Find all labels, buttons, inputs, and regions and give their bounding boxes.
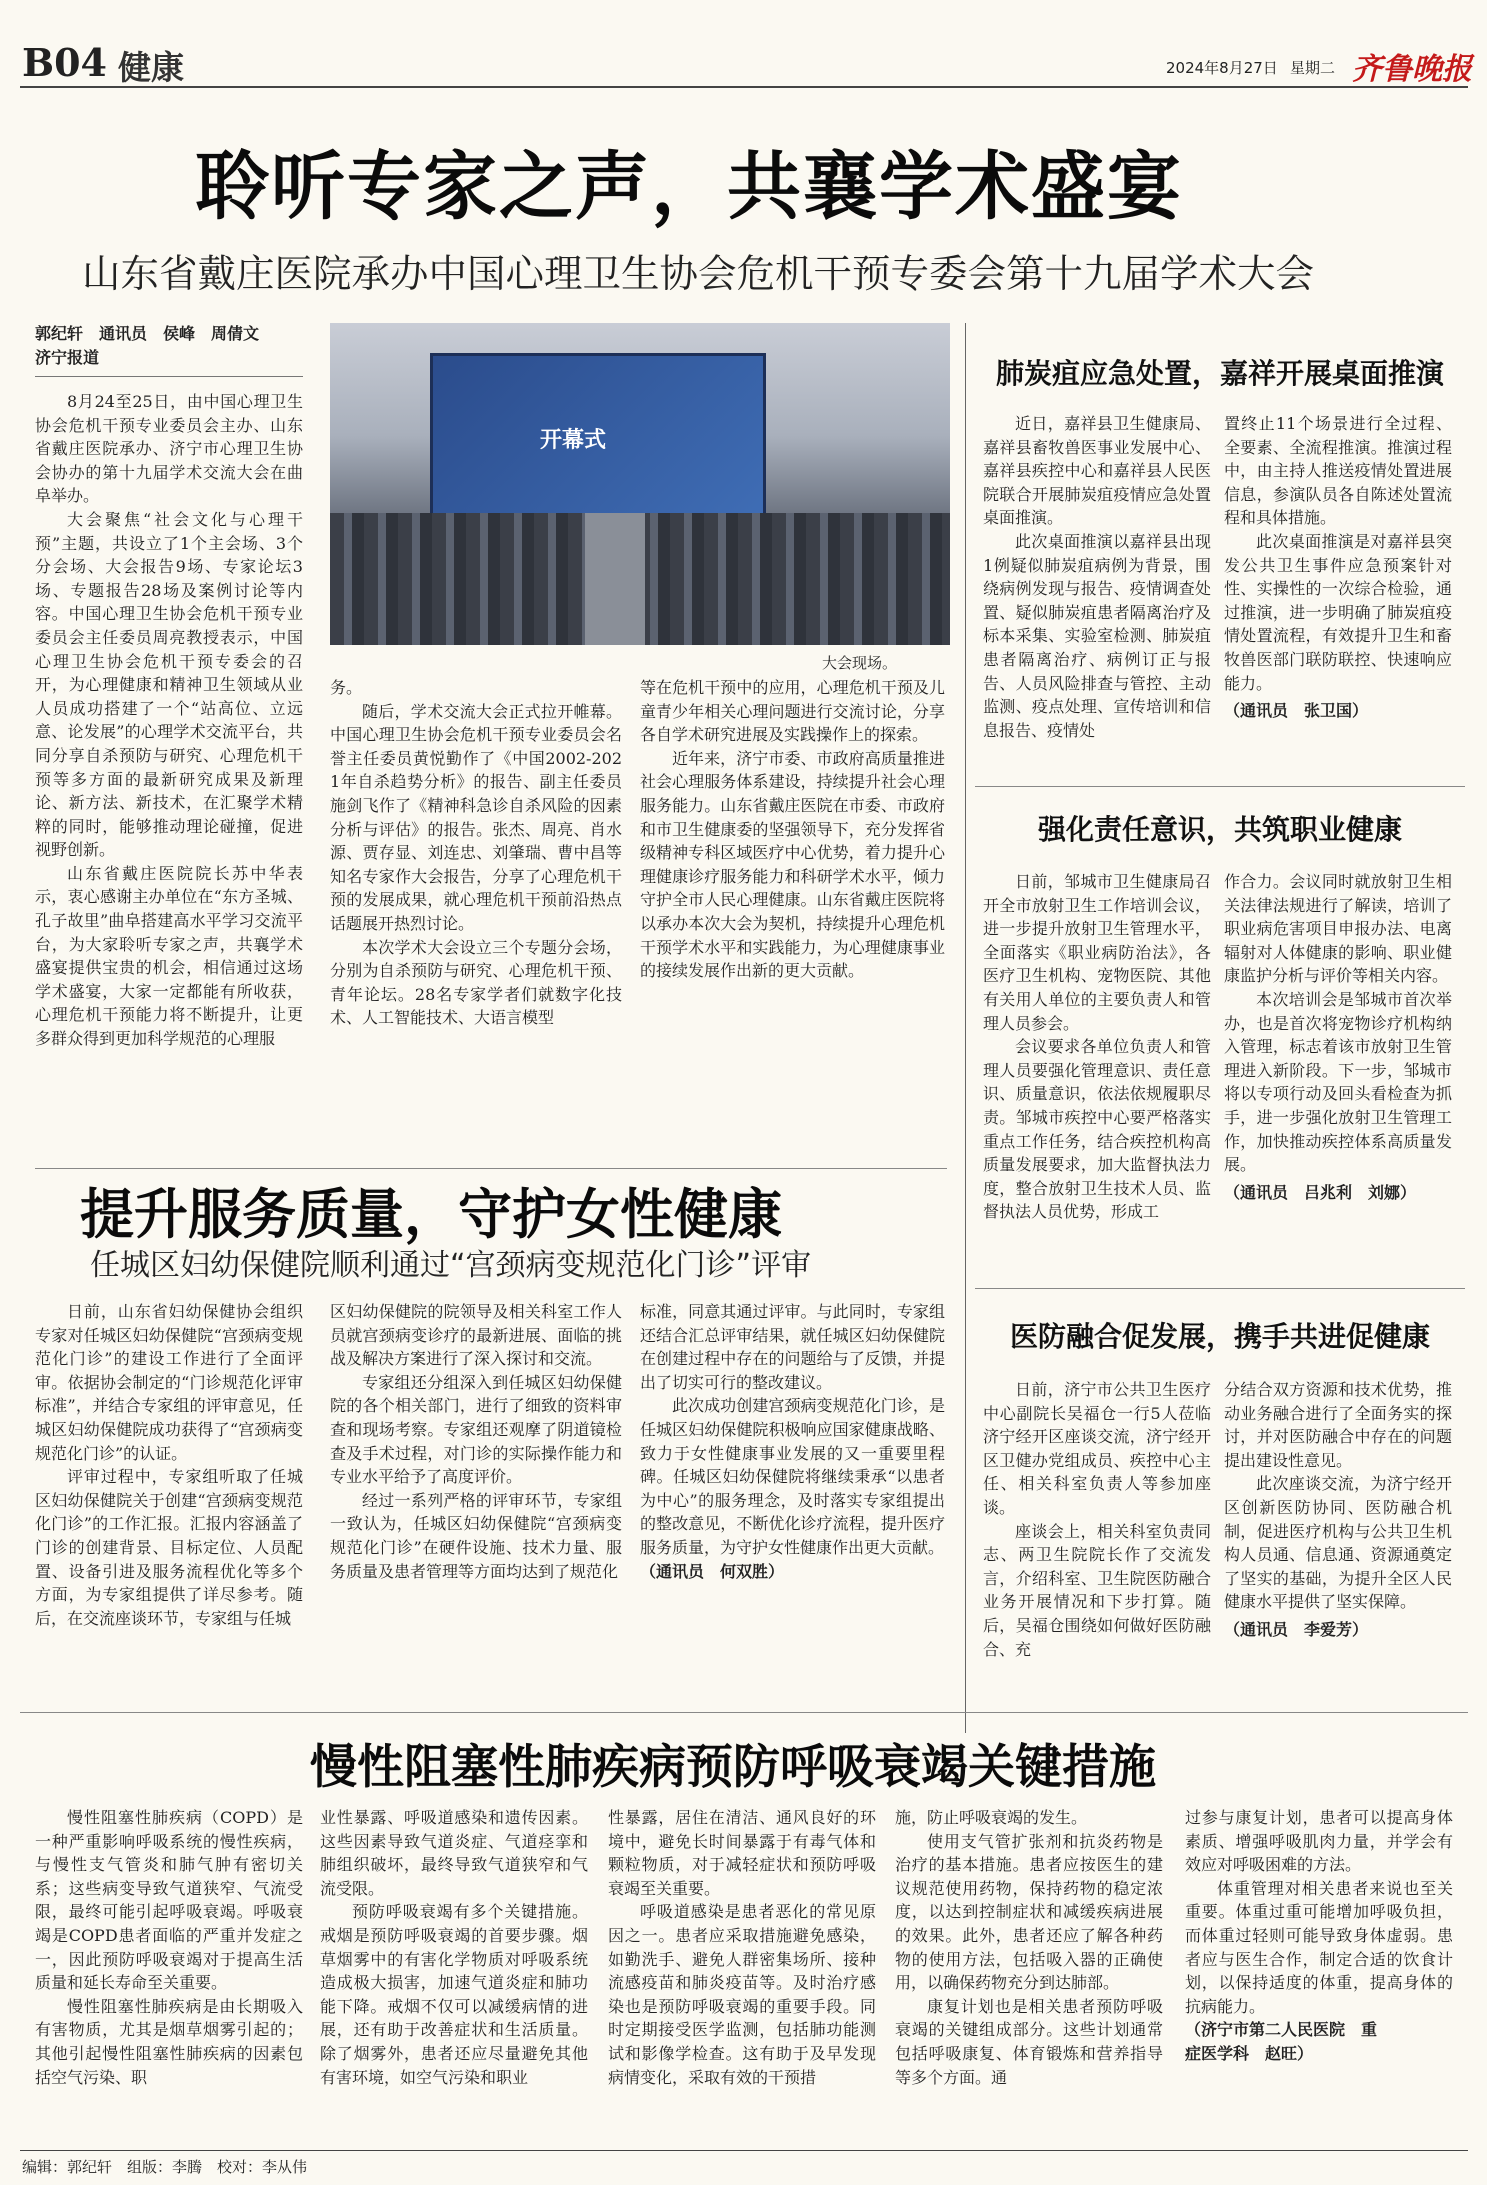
byline-authors: 郭纪轩 通讯员 侯峰 周倩文 bbox=[35, 324, 260, 343]
r1-title: 肺炭疽应急处置，嘉祥开展桌面推演 bbox=[995, 357, 1444, 390]
r1-paragraph: 近日，嘉祥县卫生健康局、嘉祥县畜牧兽医事业发展中心、嘉祥县疾控中心和嘉祥县人民医院联合开展肺炭疽疫情应急处置桌面推演。 bbox=[983, 414, 1211, 528]
issue-date: 2024年8月27日 bbox=[1166, 59, 1278, 77]
r3-paragraph: 座谈会上，相关科室负责同志、两卫生院院长作了交流发言，介绍科室、卫生院医防融合业务开展情况和下步打算。随后，吴福仓围绕如何做好医防融合、充 bbox=[983, 1521, 1211, 1659]
copd-column-3 bbox=[608, 1806, 876, 2144]
r1-column-a bbox=[983, 412, 1211, 772]
copd-paragraph: 康复计划也是相关患者预防呼吸衰竭的关键组成部分。这些计划通常包括呼吸康复、体育锻炼和营养指导等多个方面。通 bbox=[895, 1996, 1163, 2087]
women-paragraph: 此次成功创建宫颈病变规范化门诊，是任城区妇幼保健院积极响应国家健康战略、致力于女性健康事业发展的又一重要里程碑。任城区妇幼保健院将继续秉承“以患者为中心”的服务理念，及时落实专家组提出的整改意见，不断优化诊疗流程，提升医疗服务质量，为守护女性健康作出更大贡献。 bbox=[640, 1396, 945, 1557]
lead-column-1 bbox=[35, 390, 303, 1160]
women-title: 提升服务质量，守护女性健康 bbox=[80, 1182, 782, 1246]
r3-title: 医防融合促发展，携手共进促健康 bbox=[1009, 1320, 1430, 1353]
r2-bottom-rule bbox=[975, 1288, 1465, 1289]
copd-paragraph: 呼吸道感染是患者恶化的常见原因之一。患者应采取措施避免感染，如勤洗手、避免人群密集场所、接种流感疫苗和肺炎疫苗等。及时治疗感染也是预防呼吸衰竭的重要手段。同时定期接受医学监测，包括肺功能测试和影像学检查。这有助于及早发现病情变化，采取有效的干预措 bbox=[608, 1902, 876, 2087]
page-code: B04 bbox=[22, 40, 107, 85]
r1-paragraph: 此次桌面推演是对嘉祥县突发公共卫生事件应急预案针对性、实操性的一次综合检验，通过推演，进一步明确了肺炭疽疫情处置流程，有效提升卫生和畜牧兽医部门联防联控、快速响应能力。 bbox=[1224, 531, 1452, 693]
r3-credit: （通讯员 李爱芳） bbox=[1224, 1619, 1369, 1639]
photo-caption: 大会现场。 bbox=[822, 654, 898, 672]
lead-paragraph: 随后，学术交流大会正式拉开帷幕。中国心理卫生协会危机干预专业委员会名誉主任委员黄悦勤作了《中国2002-2021年自杀趋势分析》的报告、副主任委员施剑飞作了《精神科急诊自杀风险的因素分析与评估》的报告。张杰、周亮、肖水源、贾存显、刘连忠、刘肇瑞、曹中昌等知名专家作大会报告，分享了心理危机干预的发展成果，就心理危机干预前沿热点话题展开热烈讨论。 bbox=[330, 701, 622, 933]
r1-paragraph: 置终止11个场景进行全过程、全要素、全流程推演。推演过程中，由主持人推送疫情处置进展信息，参演队员各自陈述处置流程和具体措施。 bbox=[1224, 414, 1452, 528]
lead-paragraph: 8月24至25日，由中国心理卫生协会危机干预专业委员会主办、山东省戴庄医院承办、济宁市心理卫生协会协办的第十九届学术交流大会在曲阜举办。 bbox=[35, 392, 303, 506]
newspaper-logo: 齐鲁晚报 bbox=[1352, 52, 1472, 87]
r1-column-b bbox=[1224, 412, 1452, 772]
r2-credit: （通讯员 吕兆利 刘娜） bbox=[1224, 1182, 1417, 1202]
women-column-3 bbox=[640, 1300, 945, 1700]
r3-paragraph: 分结合双方资源和技术优势，推动业务融合进行了全面务实的探讨，并对医防融合中存在的问题提出建设性意见。 bbox=[1224, 1380, 1452, 1470]
copd-paragraph: 过参与康复计划，患者可以提高身体素质、增强呼吸肌肉力量，并学会有效应对呼吸困难的方法。 bbox=[1185, 1808, 1453, 1875]
women-paragraph: 评审过程中，专家组听取了任城区妇幼保健院关于创建“宫颈病变规范化门诊”的工作汇报。汇报内容涵盖了门诊的创建背景、目标定位、人员配置、设备引进及服务流程优化等多个方面，为专家组提供了详尽参考。随后，在交流座谈环节，专家组与任城 bbox=[35, 1467, 303, 1628]
copd-column-1 bbox=[35, 1806, 303, 2144]
copd-paragraph: 使用支气管扩张剂和抗炎药物是治疗的基本措施。患者应按医生的建议规范使用药物，保持药物的稳定浓度，以达到控制症状和减缓疾病进展的效果。此外，患者还应了解各种药物的使用方法，包括吸入器的正确使用，以确保药物充分到达肺部。 bbox=[895, 1831, 1163, 1993]
r2-paragraph: 日前，邹城市卫生健康局召开全市放射卫生工作培训会议，进一步提升放射卫生管理水平，全面落实《职业病防治法》，各医疗卫生机构、宠物医院、其他有关用人单位的主要负责人和管理人员参会。 bbox=[983, 872, 1211, 1033]
r3-paragraph: 日前，济宁市公共卫生医疗中心副院长吴福仓一行5人莅临济宁经开区座谈交流，济宁经开区卫健办党组成员、疾控中心主任、相关科室负责人等参加座谈。 bbox=[983, 1380, 1211, 1517]
r2-paragraph: 会议要求各单位负责人和管理人员要强化管理意识、责任意识、质量意识，依法依规履职尽责。邹城市疾控中心要严格落实重点工作任务，结合疾控机构高质量发展要求，加大监督执法力度，整合放射卫生技术人员、监督执法人员优势，形成工 bbox=[983, 1037, 1211, 1222]
women-paragraph: 区妇幼保健院的院领导及相关科室工作人员就宫颈病变诊疗的最新进展、面临的挑战及解决方案进行了深入探讨和交流。 bbox=[330, 1302, 622, 1369]
column-divider bbox=[965, 323, 966, 1733]
header-rule bbox=[20, 86, 1468, 88]
r1-paragraph: 此次桌面推演以嘉祥县出现1例疑似肺炭疽病例为背景，围绕病例发现与报告、疫情调查处置、疑似肺炭疽患者隔离治疗及标本采集、实验室检测、肺炭疽患者隔离治疗、病例订正与报告、人员风险排查与管控、主动监测、疫点处理、宣传培训和信息报告、疫情处 bbox=[983, 531, 1211, 740]
women-credit: （通讯员 何双胜） bbox=[640, 1561, 785, 1581]
copd-paragraph: 业性暴露、呼吸道感染和遗传因素。这些因素导致气道炎症、气道痉挛和肺组织破坏，最终导致气道狭窄和气流受限。 bbox=[320, 1808, 588, 1898]
copd-paragraph: 慢性阻塞性肺疾病（COPD）是一种严重影响呼吸系统的慢性疾病，与慢性支气管炎和肺气肿有密切关系；这些病变导致气道狭窄、气流受限，最终可能引起呼吸衰竭。呼吸衰竭是COPD患者面临的严重并发症之一，因此预防呼吸衰竭对于提高生活质量和延长寿命至关重要。 bbox=[35, 1808, 303, 1993]
r2-paragraph: 本次培训会是邹城市首次举办，也是首次将宠物诊疗机构纳入管理，标志着该市放射卫生管理进入新阶段。下一步，邹城市将以专项行动及回头看检查为抓手，进一步强化放射卫生管理工作，加快推动疾控体系高质量发展。 bbox=[1224, 989, 1452, 1175]
copd-paragraph: 慢性阻塞性肺疾病是由长期吸入有害物质，尤其是烟草烟雾引起的；其他引起慢性阻塞性肺疾病的因素包括空气污染、职 bbox=[35, 1996, 303, 2087]
weekday: 星期二 bbox=[1290, 59, 1336, 77]
lead-paragraph: 大会聚焦“社会文化与心理干预”主题，共设立了1个主会场、3个分会场、大会报告9场、专家论坛3场、专题报告28场及案例讨论等内容。中国心理卫生协会危机干预专业委员会主任委员周亮教授表示，中国心理卫生协会危机干预专委会的召开，为心理健康和精神卫生领域从业人员成功搭建了一个“站高位、立远意、论发展”的心理学术交流平台，共同分享自杀预防与研究、心理危机干预等多方面的最新研究成果及新理论、新方法、新技术，在汇聚学术精粹的同时，能够推动理论碰撞，促进视野创新。 bbox=[35, 509, 303, 860]
women-subtitle: 任城区妇幼保健院顺利通过“宫颈病变规范化门诊”评审 bbox=[90, 1248, 812, 1283]
r3-column-b bbox=[1224, 1378, 1452, 1698]
r2-column-a bbox=[983, 870, 1211, 1270]
copd-credit: （济宁市第二人民医院 重 bbox=[1185, 2020, 1378, 2040]
byline-location: 济宁报道 bbox=[35, 348, 100, 367]
women-column-2 bbox=[330, 1300, 622, 1700]
copd-paragraph: 性暴露，居住在清洁、通风良好的环境中，避免长时间暴露于有毒气体和颗粒物质，对于减轻症状和预防呼吸衰竭至关重要。 bbox=[608, 1808, 876, 1898]
r2-column-b bbox=[1224, 870, 1452, 1270]
women-paragraph: 日前，山东省妇幼保健协会组织专家对任城区妇幼保健院“宫颈病变规范化门诊”的建设工作进行了全面评审。依据协会制定的“门诊规范化评审标准”，并结合专家组的评审意见，任城区妇幼保健院成功获得了“宫颈病变规范化门诊”的认证。 bbox=[35, 1302, 303, 1463]
byline-rule bbox=[35, 376, 303, 377]
copd-title: 慢性阻塞性肺疾病预防呼吸衰竭关键措施 bbox=[310, 1740, 1156, 1795]
copd-column-5 bbox=[1185, 1806, 1453, 2144]
footer-credits: 编辑：郭纪轩 组版：李腾 校对：李从伟 bbox=[22, 2158, 308, 2176]
lead-paragraph: 山东省戴庄医院院长苏中华表示，衷心感谢主办单位在“东方圣城、孔子故里”曲阜搭建高水平学习交流平台，为大家聆听专家之声，共襄学术盛宴提供宝贵的机会，相信通过这场学术盛宴，大家一定都能有所收获，心理危机干预能力将不断提升，让更多群众得到更加科学规范的心理服 bbox=[35, 863, 303, 1049]
lead-byline bbox=[35, 322, 305, 370]
r2-title: 强化责任意识，共筑职业健康 bbox=[1037, 813, 1402, 846]
lead-column-2 bbox=[330, 676, 622, 1160]
women-paragraph: 专家组还分组深入到任城区妇幼保健院的各个相关部门，进行了细致的资料审查和现场考察。专家组还观摩了阴道镜检查及手术过程，对门诊的实际操作能力和专业水平给予了高度评价。 bbox=[330, 1372, 622, 1487]
photo-aisle bbox=[585, 513, 645, 645]
lead-paragraph: 近年来，济宁市委、市政府高质量推进社会心理服务体系建设，持续提升社会心理服务能力。山东省戴庄医院在市委、市政府和市卫生健康委的坚强领导下，充分发挥省级精神专科区域医疗中心优势，着力提升心理健康诊疗服务能力和科研学术水平，倾力守护全市人民心理健康。山东省戴庄医院将以承办本次大会为契机，持续提升心理危机干预学术水平和实践能力，为心理健康事业的接续发展作出新的更大贡献。 bbox=[640, 748, 945, 981]
women-paragraph: 经过一系列严格的评审环节，专家组一致认为，任城区妇幼保健院“宫颈病变规范化门诊”在硬件设施、技术力量、服务质量及患者管理等方面均达到了规范化 bbox=[330, 1490, 622, 1581]
copd-paragraph: 预防呼吸衰竭有多个关键措施。戒烟是预防呼吸衰竭的首要步骤。烟草烟雾中的有害化学物质对呼吸系统造成极大损害，加速气道炎症和肺功能下降。戒烟不仅可以减缓病情的进展，还有助于改善症状和生活质量。除了烟雾外，患者还应尽量避免其他有害环境，如空气污染和职业 bbox=[320, 1902, 588, 2087]
section-name: 健康 bbox=[118, 48, 184, 87]
copd-paragraph: 施，防止呼吸衰竭的发生。 bbox=[895, 1808, 1088, 1827]
r1-bottom-rule bbox=[975, 786, 1465, 787]
lead-title: 聆听专家之声，共襄学术盛宴 bbox=[195, 144, 1183, 230]
lead-paragraph: 务。 bbox=[330, 678, 363, 697]
copd-paragraph: 体重管理对相关患者来说也至关重要。体重过重可能增加呼吸负担，而体重过轻则可能导致身体虚弱。患者应与医生合作，制定合适的饮食计划，以保持适度的体重，提高身体的抗病能力。 bbox=[1185, 1878, 1453, 2016]
r3-column-a bbox=[983, 1378, 1211, 1698]
photo-screen-text: 开幕式 bbox=[540, 428, 607, 453]
copd-top-rule bbox=[20, 1712, 1468, 1713]
lead-paragraph: 等在危机干预中的应用，心理危机干预及儿童青少年相关心理问题进行交流讨论，分享各自学术研究进展及实践操作上的探索。 bbox=[640, 678, 945, 745]
lead-paragraph: 本次学术大会设立三个专题分会场，分别为自杀预防与研究、心理危机干预、青年论坛。28名专家学者们就数字化技术、人工智能技术、大语言模型 bbox=[330, 937, 622, 1028]
copd-column-2 bbox=[320, 1806, 588, 2144]
r2-paragraph: 作合力。会议同时就放射卫生相关法律法规进行了解读，培训了职业病危害项目申报办法、电离辐射对人体健康的影响、职业健康监护分析与评价等相关内容。 bbox=[1224, 872, 1452, 986]
women-paragraph: 标准，同意其通过评审。与此同时，专家组还结合汇总评审结果，就任城区妇幼保健院在创建过程中存在的问题给与了反馈，并提出了切实可行的整改建议。 bbox=[640, 1302, 945, 1392]
copd-column-4 bbox=[895, 1806, 1163, 2144]
lead-bottom-rule bbox=[35, 1168, 947, 1169]
women-column-1 bbox=[35, 1300, 303, 1700]
copd-credit: 症医学科 赵旺） bbox=[1185, 2043, 1314, 2063]
r1-credit: （通讯员 张卫国） bbox=[1224, 701, 1369, 721]
footer-rule bbox=[20, 2150, 1468, 2151]
conference-photo bbox=[330, 323, 950, 645]
r3-paragraph: 此次座谈交流，为济宁经开区创新医防协同、医防融合机制，促进医疗机构与公共卫生机构人员通、信息通、资源通奠定了坚实的基础，为提升全区人民健康水平提供了坚实保障。 bbox=[1224, 1474, 1452, 1612]
lead-column-3 bbox=[640, 676, 945, 1160]
lead-subtitle: 山东省戴庄医院承办中国心理卫生协会危机干预专委会第十九届学术大会 bbox=[82, 252, 1315, 297]
